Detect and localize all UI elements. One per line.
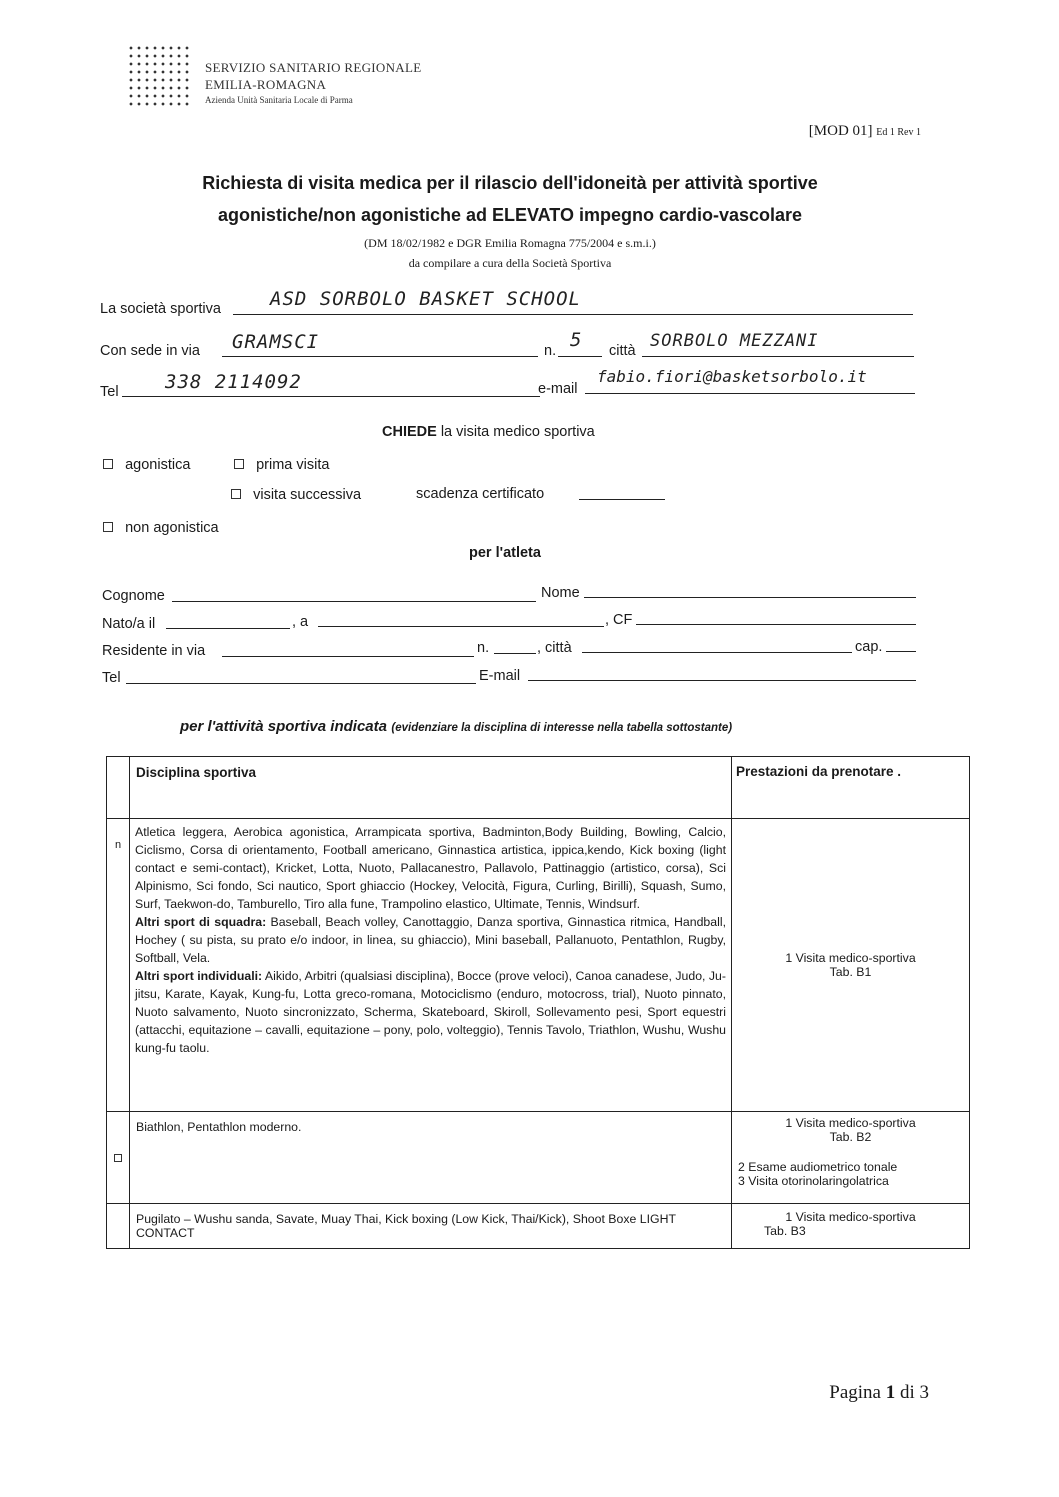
res-n-field[interactable] — [494, 653, 536, 654]
org-region: EMILIA-ROMAGNA — [205, 77, 327, 92]
prima-visita-option[interactable]: prima visita — [234, 457, 329, 473]
athlete-email-label: E-mail — [479, 668, 521, 684]
fill-note: da compilare a cura della Società Sportiva — [408, 256, 612, 270]
non-agonistica-checkbox[interactable] — [103, 522, 113, 532]
col-header-disciplina: Disciplina sportiva — [136, 765, 257, 780]
email-field[interactable]: fabio.fiori@basketsorbolo.it — [597, 367, 867, 386]
page-title: Richiesta di visita medica per il rilascio dell'idoneità per attività sportive — [202, 173, 818, 193]
row1-checkbox[interactable]: n — [107, 819, 130, 1112]
row2-tab: Tab. B2 — [829, 1130, 872, 1144]
cf-label: , CF — [605, 612, 633, 628]
via-field[interactable]: GRAMSCI — [232, 331, 320, 353]
legal-reference: (DM 18/02/1982 e DGR Emilia Romagna 775/2004 e s.m.i.) — [364, 236, 656, 250]
logo-icon — [127, 44, 193, 110]
tel-field[interactable]: 338 2114092 — [165, 371, 302, 393]
scadenza-field[interactable] — [579, 499, 665, 500]
society-line — [233, 314, 913, 315]
n-label: n. — [544, 343, 557, 359]
mod-code: [MOD 01] Ed 1 Rev 1 — [808, 123, 921, 139]
res-citta-field[interactable] — [582, 652, 852, 653]
via-line — [222, 356, 538, 357]
nato-field[interactable] — [166, 628, 290, 629]
luogo-field[interactable] — [318, 626, 604, 627]
nome-field[interactable] — [584, 597, 916, 598]
cap-field[interactable] — [886, 651, 916, 652]
row2-esame: 2 Esame audiometrico tonale — [738, 1160, 898, 1174]
row1-disciplines: Atletica leggera, Aerobica agonistica, Arrampicata sportiva, Badminton,Body Building, Bowling, Calcio, Ciclismo, Corsa di orientamento, Football americano, Ginnastica artistica, ippica,kendo, Kick boxing (light contact e semi-contact), Kricket, Lotta, Nuoto, Pallacanestro, Pallavolo, Pattinaggio (artistico, corsa), Sci Alpinismo, Sci fondo, Sci nautico, Sport ghiaccio (Hockey, Velocità, Figura, Curling, Birilli), Squash, Sumo, Surf, Taekwon-do, Tamburello, Tiro alla fune, Trampolino elastico, Ultimate, Tennis, Windsurf. Altri sport di squadra: Baseball, Beach volley, Canottaggio, Danza sportiva, Ginnastica ritmica, Handball, Hochey ( su pista, su prato e/o indoor, in linea, su ghiaccio), Mini baseball, Pallanuoto, Pentathlon, Rugby, Softball, Vela. Altri sport individuali: Aikido, Arbitri (qualsiasi disciplina), Bocce (prove veloci), Canoa canadese, Judo, Ju-jitsu, Karate, Kayak, Kung-fu, Lotta greco-romana, Motociclismo (enduro, motocross, trial), Nuoto pinnato, Nuoto salvamento, Nuoto sincronizzato, Scherma, Skateboard, Skiroll, Sollevamento pesi, Sport equestri (attacchi, equitazione – cavalli, equitazione – pony, polo, volteggio), Tennis Tavolo, Triathlon, Wushu, Wushu kung-fu taolu. — [135, 825, 726, 1055]
non-agonistica-option[interactable]: non agonistica — [103, 520, 219, 536]
row3-disciplines: Pugilato – Wushu sanda, Savate, Muay Thai, Kick boxing (Low Kick, Thai/Kick), Shoot Boxe LIGHT CONTACT — [136, 1212, 676, 1240]
n-line — [558, 356, 602, 357]
row3-tab: Tab. B3 — [764, 1224, 806, 1238]
cognome-label: Cognome — [102, 588, 165, 604]
city-line — [642, 356, 914, 357]
cognome-field[interactable] — [172, 601, 536, 602]
athlete-tel-label: Tel — [102, 670, 121, 686]
res-n-label: n. — [477, 640, 490, 656]
prima-visita-checkbox[interactable] — [234, 459, 244, 469]
cf-field[interactable] — [636, 624, 916, 625]
row2-disciplines: Biathlon, Pentathlon moderno. — [136, 1120, 302, 1134]
residente-field[interactable] — [222, 656, 474, 657]
tel-line — [122, 396, 540, 397]
table-row — [107, 819, 970, 1112]
society-label: La società sportiva — [100, 301, 221, 317]
visita-successiva-option[interactable]: visita successiva — [231, 487, 361, 503]
athlete-email-field[interactable] — [528, 680, 916, 681]
agonistica-checkbox[interactable] — [103, 459, 113, 469]
scadenza-label: scadenza certificato — [416, 486, 545, 502]
email-line — [585, 393, 915, 394]
civic-number-field[interactable]: 5 — [570, 329, 583, 351]
society-name-field[interactable]: ASD SORBOLO BASKET SCHOOL — [270, 288, 581, 310]
row3-prestazione: 1 Visita medico-sportiva — [785, 1210, 916, 1224]
athlete-tel-field[interactable] — [126, 683, 476, 684]
visita-successiva-checkbox[interactable] — [231, 489, 241, 499]
city-label: città — [609, 343, 636, 359]
cap-label: cap. — [855, 639, 883, 655]
residente-label: Residente in via — [102, 643, 206, 659]
col-header-prestazioni: Prestazioni da prenotare . — [736, 764, 902, 779]
table-header-row — [107, 757, 970, 819]
row2-prestazione: 1 Visita medico-sportiva — [785, 1116, 916, 1130]
luogo-label: , a — [292, 614, 309, 630]
activity-heading: per l'attività sportiva indicata (evidenziare la disciplina di interesse nella tabella sottostante) — [180, 718, 733, 735]
res-citta-label: , città — [537, 640, 572, 656]
row2-visita-orl: 3 Visita otorinolaringolatrica — [738, 1174, 889, 1188]
page-title-line2: agonistiche/non agonistiche ad ELEVATO impegno cardio-vascolare — [217, 205, 803, 225]
agonistica-option[interactable]: agonistica — [103, 457, 190, 473]
row1-prestazione: 1 Visita medico-sportiva — [785, 951, 916, 965]
page-number: Pagina 1 di 3 — [829, 1382, 929, 1403]
table-row — [107, 1204, 970, 1249]
chiede-line: CHIEDE la visita medico sportiva — [382, 424, 595, 440]
org-name: SERVIZIO SANITARIO REGIONALE — [205, 60, 422, 75]
city-field[interactable]: SORBOLO MEZZANI — [650, 331, 819, 351]
tel-label: Tel — [100, 384, 119, 400]
per-atleta-heading: per l'atleta — [469, 545, 541, 561]
org-unit: Azienda Unità Sanitaria Locale di Parma — [205, 95, 353, 105]
table-row — [107, 1112, 970, 1204]
row1-tab: Tab. B1 — [829, 965, 872, 979]
nato-label: Nato/a il — [102, 616, 156, 632]
nome-label: Nome — [541, 585, 580, 601]
email-label: e-mail — [538, 381, 578, 397]
discipline-table — [106, 756, 970, 1249]
row2-checkbox[interactable] — [114, 1154, 122, 1162]
via-label: Con sede in via — [100, 343, 200, 359]
